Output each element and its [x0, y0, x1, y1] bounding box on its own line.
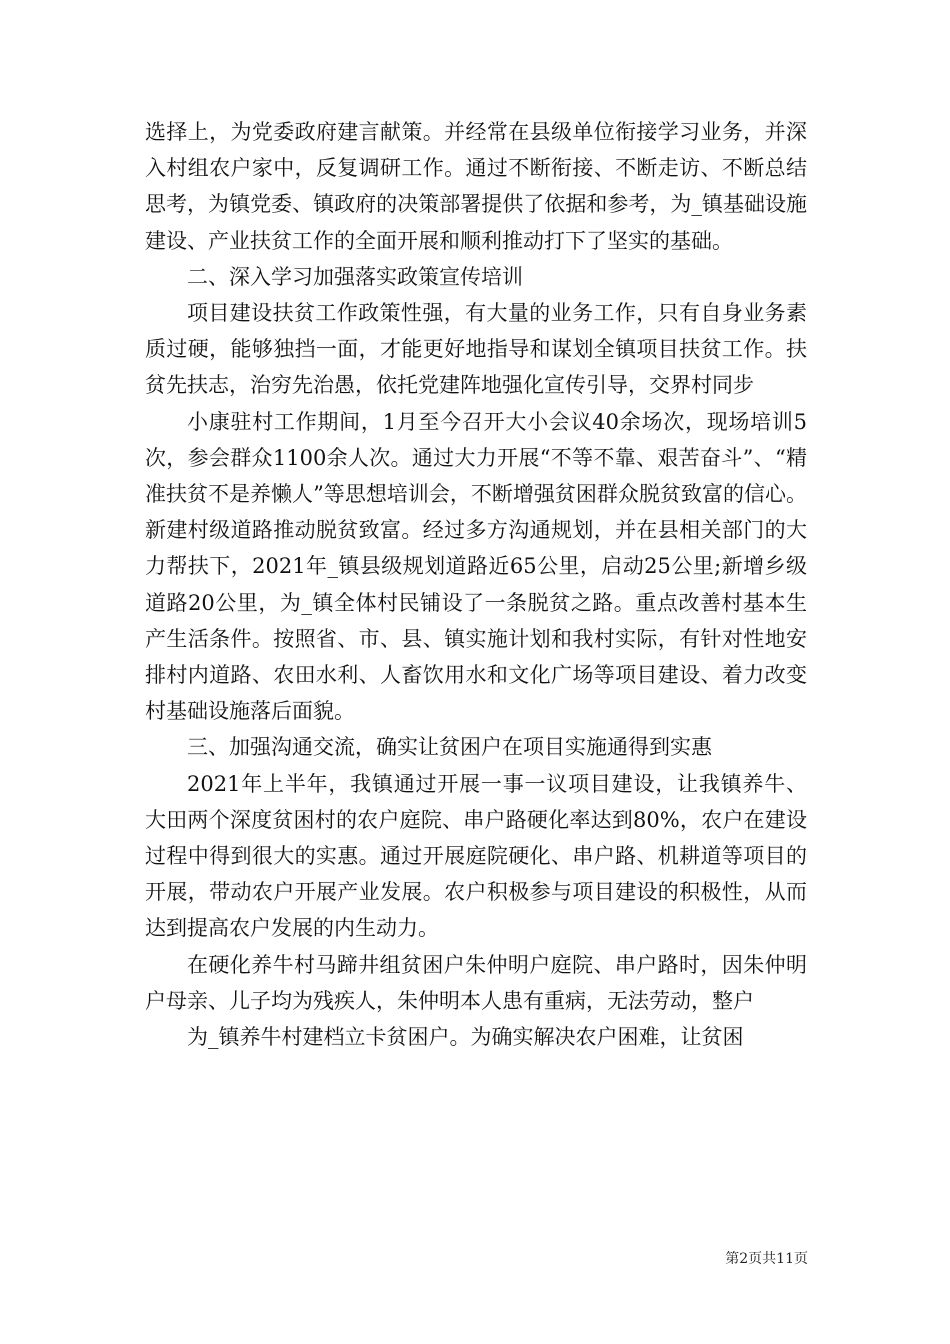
paragraph-3: 小康驻村工作期间，1月至今召开大小会议40余场次，现场培训5次，参会群众1100余人次。通过大力开展“不等不靠、艰苦奋斗”、“精准扶贫不是养懒人”等思想培训会，不断增强贫困群众脱贫致富的信心。新建村级道路推动脱贫致富。经过多方沟通规划，并在县相关部门的大力帮扶下，2021年_镇县级规划道路近65公里，启动25公里;新增乡级道路20公里，为_镇全体村民铺设了一条脱贫之路。重点改善村基本生产生活条件。按照省、市、县、镇实施计划和我村实际，有针对性地安排村内道路、农田水利、人畜饮用水和文化广场等项目建设、着力改变村基础设施落后面貌。	[145, 409, 807, 724]
section-heading-3: 三、加强沟通交流，确实让贫困户在项目实施通得到实惠	[187, 735, 712, 760]
paragraph-6: 为_镇养牛村建档立卡贫困户。为确实解决农户困难，让贫困	[187, 1025, 744, 1050]
section-heading-2: 二、深入学习加强落实政策宣传培训	[187, 264, 523, 289]
document-body	[145, 114, 807, 1055]
page-number: 第2页共11页	[725, 1251, 808, 1267]
paragraph-2: 项目建设扶贫工作政策性强，有大量的业务工作，只有自身业务素质过硬，能够独挡一面，才能更好地指导和谋划全镇项目扶贫工作。扶贫先扶志，治穷先治愚，依托党建阵地强化宣传引导，交界村同步	[145, 301, 807, 398]
paragraph-4: 2021年上半年，我镇通过开展一事一议项目建设，让我镇养牛、大田两个深度贫困村的农户庭院、串户路硬化率达到80%，农户在建设过程中得到很大的实惠。通过开展庭院硬化、串户路、机耕道等项目的开展，带动农户开展产业发展。农户积极参与项目建设的积极性，从而达到提高农户发展的内生动力。	[145, 771, 807, 941]
paragraph-1: 选择上，为党委政府建言献策。并经常在县级单位衔接学习业务，并深入村组农户家中，反复调研工作。通过不断衔接、不断走访、不断总结思考，为镇党委、镇政府的决策部署提供了依据和参考，为_镇基础设施建设、产业扶贫工作的全面开展和顺利推动打下了坚实的基础。	[145, 120, 807, 253]
paragraph-5: 在硬化养牛村马蹄井组贫困户朱仲明户庭院、串户路时，因朱仲明户母亲、儿子均为残疾人，朱仲明本人患有重病，无法劳动，整户	[145, 952, 807, 1013]
